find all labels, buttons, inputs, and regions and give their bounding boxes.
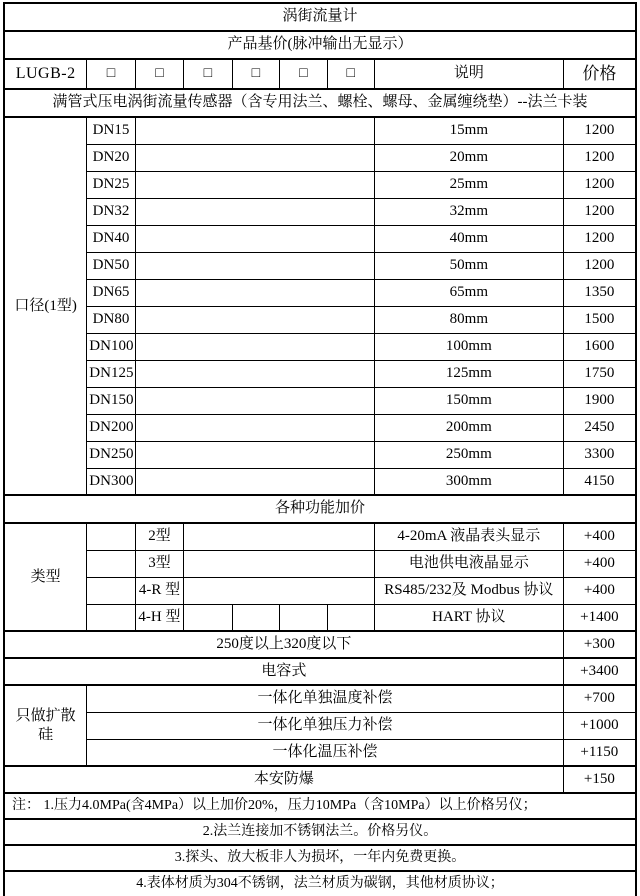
compensation-desc: 一体化单独压力补偿 xyxy=(87,712,563,739)
dn-price: 1500 xyxy=(563,306,636,333)
dn-desc: 250mm xyxy=(374,441,563,468)
dn-desc: 80mm xyxy=(374,306,563,333)
dn-price: 2450 xyxy=(563,414,636,441)
note-3: 3.探头、放大板非人为损坏，一年内免费更换。 xyxy=(4,845,636,871)
option-checkbox-1-icon: □ xyxy=(87,59,135,89)
dn-label: DN50 xyxy=(87,252,135,279)
dn-label: DN15 xyxy=(87,117,135,144)
empty-cell xyxy=(135,225,374,252)
sensor-description: 满管式压电涡街流量传感器（含专用法兰、螺栓、螺母、金属缠绕垫）--法兰卡装 xyxy=(4,89,636,117)
dn-desc: 32mm xyxy=(374,198,563,225)
dn-desc: 25mm xyxy=(374,171,563,198)
compensation-price: +1000 xyxy=(563,712,636,739)
note-1: 注： 1.压力4.0MPa(含4MPa）以上加价20%，压力10MPa（含10MPa）以上价格另仪； xyxy=(4,793,636,819)
empty-cell xyxy=(232,604,279,631)
dn-label: DN125 xyxy=(87,360,135,387)
option-checkbox-2-icon: □ xyxy=(135,59,183,89)
type-label: 4-R 型 xyxy=(135,577,183,604)
empty-cell xyxy=(184,577,375,604)
dn-label: DN65 xyxy=(87,279,135,306)
dn-label: DN250 xyxy=(87,441,135,468)
compensation-desc: 一体化温压补偿 xyxy=(87,739,563,766)
empty-cell xyxy=(327,604,374,631)
type-label: 3型 xyxy=(135,550,183,577)
dn-price: 1200 xyxy=(563,117,636,144)
dn-label: DN200 xyxy=(87,414,135,441)
empty-cell xyxy=(184,523,375,550)
compensation-desc: 一体化单独温度补偿 xyxy=(87,685,563,712)
dn-price: 1350 xyxy=(563,279,636,306)
empty-cell xyxy=(135,441,374,468)
empty-cell xyxy=(87,577,135,604)
empty-cell xyxy=(87,604,135,631)
empty-cell xyxy=(135,468,374,495)
option-checkbox-3-icon: □ xyxy=(184,59,232,89)
dn-label: DN80 xyxy=(87,306,135,333)
type-label: 4-H 型 xyxy=(135,604,183,631)
dn-price: 1200 xyxy=(563,252,636,279)
option-checkbox-4-icon: □ xyxy=(232,59,279,89)
dn-desc: 15mm xyxy=(374,117,563,144)
base-price-subtitle: 产品基价(脉冲输出无显示） xyxy=(4,31,636,59)
dn-price: 1200 xyxy=(563,144,636,171)
dn-desc: 125mm xyxy=(374,360,563,387)
type-desc: 4-20mA 液晶表头显示 xyxy=(374,523,563,550)
empty-cell xyxy=(135,171,374,198)
empty-cell xyxy=(135,198,374,225)
dn-label: DN20 xyxy=(87,144,135,171)
empty-cell xyxy=(87,523,135,550)
silicon-group-label: 只做扩散硅 xyxy=(4,685,87,766)
dn-desc: 65mm xyxy=(374,279,563,306)
dn-label: DN32 xyxy=(87,198,135,225)
dn-price: 1200 xyxy=(563,198,636,225)
dn-label: DN25 xyxy=(87,171,135,198)
empty-cell xyxy=(135,360,374,387)
dn-label: DN40 xyxy=(87,225,135,252)
intrinsic-safe-desc: 本安防爆 xyxy=(4,766,563,793)
dn-desc: 300mm xyxy=(374,468,563,495)
model-label: LUGB-2 xyxy=(4,59,87,89)
dn-desc: 200mm xyxy=(374,414,563,441)
dn-price: 1200 xyxy=(563,171,636,198)
note-2: 2.法兰连接加不锈钢法兰。价格另仪。 xyxy=(4,819,636,845)
empty-cell xyxy=(135,414,374,441)
diameter-group-label: 口径(1型) xyxy=(4,117,87,495)
type-group-label: 类型 xyxy=(4,523,87,631)
addons-section-header: 各种功能加价 xyxy=(4,495,636,523)
high-temp-price: +300 xyxy=(563,631,636,658)
type-desc: 电池供电液晶显示 xyxy=(374,550,563,577)
empty-cell xyxy=(135,306,374,333)
dn-price: 1600 xyxy=(563,333,636,360)
compensation-price: +1150 xyxy=(563,739,636,766)
page-title: 涡街流量计 xyxy=(4,3,636,31)
high-temp-desc: 250度以上320度以下 xyxy=(4,631,563,658)
empty-cell xyxy=(184,604,232,631)
dn-desc: 50mm xyxy=(374,252,563,279)
type-desc: RS485/232及 Modbus 协议 xyxy=(374,577,563,604)
type-price: +400 xyxy=(563,577,636,604)
type-price: +400 xyxy=(563,523,636,550)
dn-label: DN150 xyxy=(87,387,135,414)
dn-desc: 150mm xyxy=(374,387,563,414)
empty-cell xyxy=(135,252,374,279)
desc-column-header: 说明 xyxy=(374,59,563,89)
empty-cell xyxy=(135,144,374,171)
dn-price: 1750 xyxy=(563,360,636,387)
empty-cell xyxy=(135,333,374,360)
empty-cell xyxy=(280,604,327,631)
dn-price: 3300 xyxy=(563,441,636,468)
note-4: 4.表体材质为304不锈钢，法兰材质为碳钢，其他材质协议； xyxy=(4,871,636,896)
price-column-header: 价格 xyxy=(563,59,636,89)
dn-desc: 100mm xyxy=(374,333,563,360)
empty-cell xyxy=(87,550,135,577)
type-price: +1400 xyxy=(563,604,636,631)
type-label: 2型 xyxy=(135,523,183,550)
price-table xyxy=(3,2,637,896)
empty-cell xyxy=(135,387,374,414)
option-checkbox-5-icon: □ xyxy=(280,59,327,89)
dn-price: 1900 xyxy=(563,387,636,414)
dn-price: 4150 xyxy=(563,468,636,495)
capacitive-price: +3400 xyxy=(563,658,636,685)
type-desc: HART 协议 xyxy=(374,604,563,631)
empty-cell xyxy=(184,550,375,577)
compensation-price: +700 xyxy=(563,685,636,712)
type-price: +400 xyxy=(563,550,636,577)
dn-label: DN100 xyxy=(87,333,135,360)
empty-cell xyxy=(135,279,374,306)
capacitive-desc: 电容式 xyxy=(4,658,563,685)
empty-cell xyxy=(135,117,374,144)
dn-desc: 20mm xyxy=(374,144,563,171)
dn-price: 1200 xyxy=(563,225,636,252)
dn-desc: 40mm xyxy=(374,225,563,252)
dn-label: DN300 xyxy=(87,468,135,495)
option-checkbox-6-icon: □ xyxy=(327,59,374,89)
intrinsic-safe-price: +150 xyxy=(563,766,636,793)
